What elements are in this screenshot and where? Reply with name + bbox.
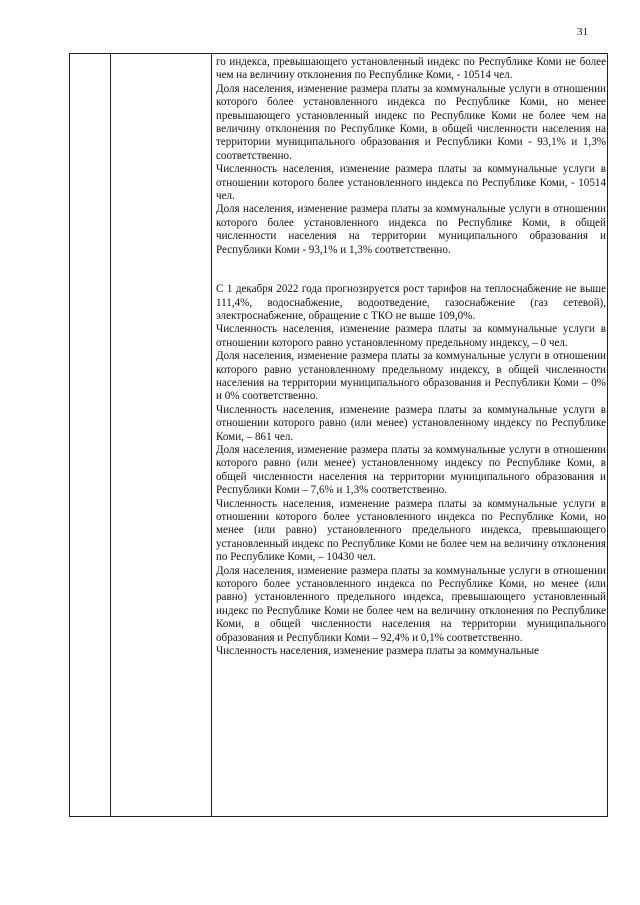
paragraph: Численность населения, изменение размера платы за коммунальные	[216, 645, 539, 658]
paragraph: Численность населения, изменение размера платы за коммунальные услуги в отношении которого более установленного индекса по Республике Коми, но менее (или равно) установленного предельного индекса, превышающего установленный индекс по Республике Коми не более чем на величину отклонения по Республике Коми, – 10430 чел.	[216, 497, 606, 564]
table-text-cell	[216, 56, 606, 815]
paragraph: Численность населения, изменение размера платы за коммунальные услуги в отношении которого равно (или менее) установленному индексу по Республике Коми, – 861 чел.	[216, 403, 606, 443]
table-border-col3-left	[211, 53, 212, 817]
paragraph: Доля населения, изменение размера платы за коммунальные услуги в отношении которого равно (или менее) установленному индексу по Республике Коми, в общей численности населения на территории муниципального образования и Республики Коми – 7,6% и 1,3% соответственно.	[216, 443, 606, 497]
paragraph: Доля населения, изменение размера платы за коммунальные услуги в отношении которого более установленного индекса по Республике Коми, но менее превышающего установленный индекс по Республике Коми не более чем на величину отклонения по Республике Коми, в общей численности населения на территории муниципального образования и Республики Коми - 93,1% и 1,3% соответственно.	[216, 82, 606, 162]
table-bottom-border	[69, 816, 608, 817]
paragraph: Доля населения, изменение размера платы за коммунальные услуги в отношении которого равно установленному предельному индексу, в общей численности населения на территории муниципального образования и Республики Коми – 0% и 0% соответственно.	[216, 350, 606, 403]
paragraph: го индекса, превышающего установленный индекс по Республике Коми не более чем на величину отклонения по Республике Коми, - 10514 чел.	[216, 56, 606, 82]
table-border-right	[607, 53, 608, 817]
paragraph: Доля населения, изменение размера платы за коммунальные услуги в отношении которого более установленного индекса по Республике Коми, в общей численности населения на территории муниципального образования и Республики Коми - 93,1% и 1,3% соответственно.	[216, 203, 606, 256]
paragraph-gap	[216, 257, 606, 283]
paragraph: Численность населения, изменение размера платы за коммунальные услуги в отношении которого равно установленному предельному индексу, – 0 чел.	[216, 323, 606, 349]
table-top-border	[69, 53, 608, 54]
paragraph: С 1 декабря 2022 года прогнозируется рост тарифов на теплоснабжение не выше 111,4%, водоснабжение, водоотведение, газоснабжение (газ сетевой), электроснабжение, обращение с ТКО не выше 109,0%.	[216, 283, 606, 322]
paragraph: Численность населения, изменение размера платы за коммунальные услуги в отношении которого более установленного индекса по Республике Коми, - 10514 чел.	[216, 163, 606, 203]
table-border-col2-left	[110, 53, 111, 817]
page-number: 31	[577, 26, 588, 38]
paragraph: Доля населения, изменение размера платы за коммунальные услуги в отношении которого более установленного индекса по Республике Коми, но менее (или равно) установленного предельного индекса, превышающего установленный индекс по Республике Коми не более чем на величину отклонения по Республике Коми, в общей численности населения на территории муниципального образования и Республики Коми – 92,4% и 0,1% соответственно.	[216, 564, 606, 644]
table-border-col1-left	[69, 53, 70, 817]
